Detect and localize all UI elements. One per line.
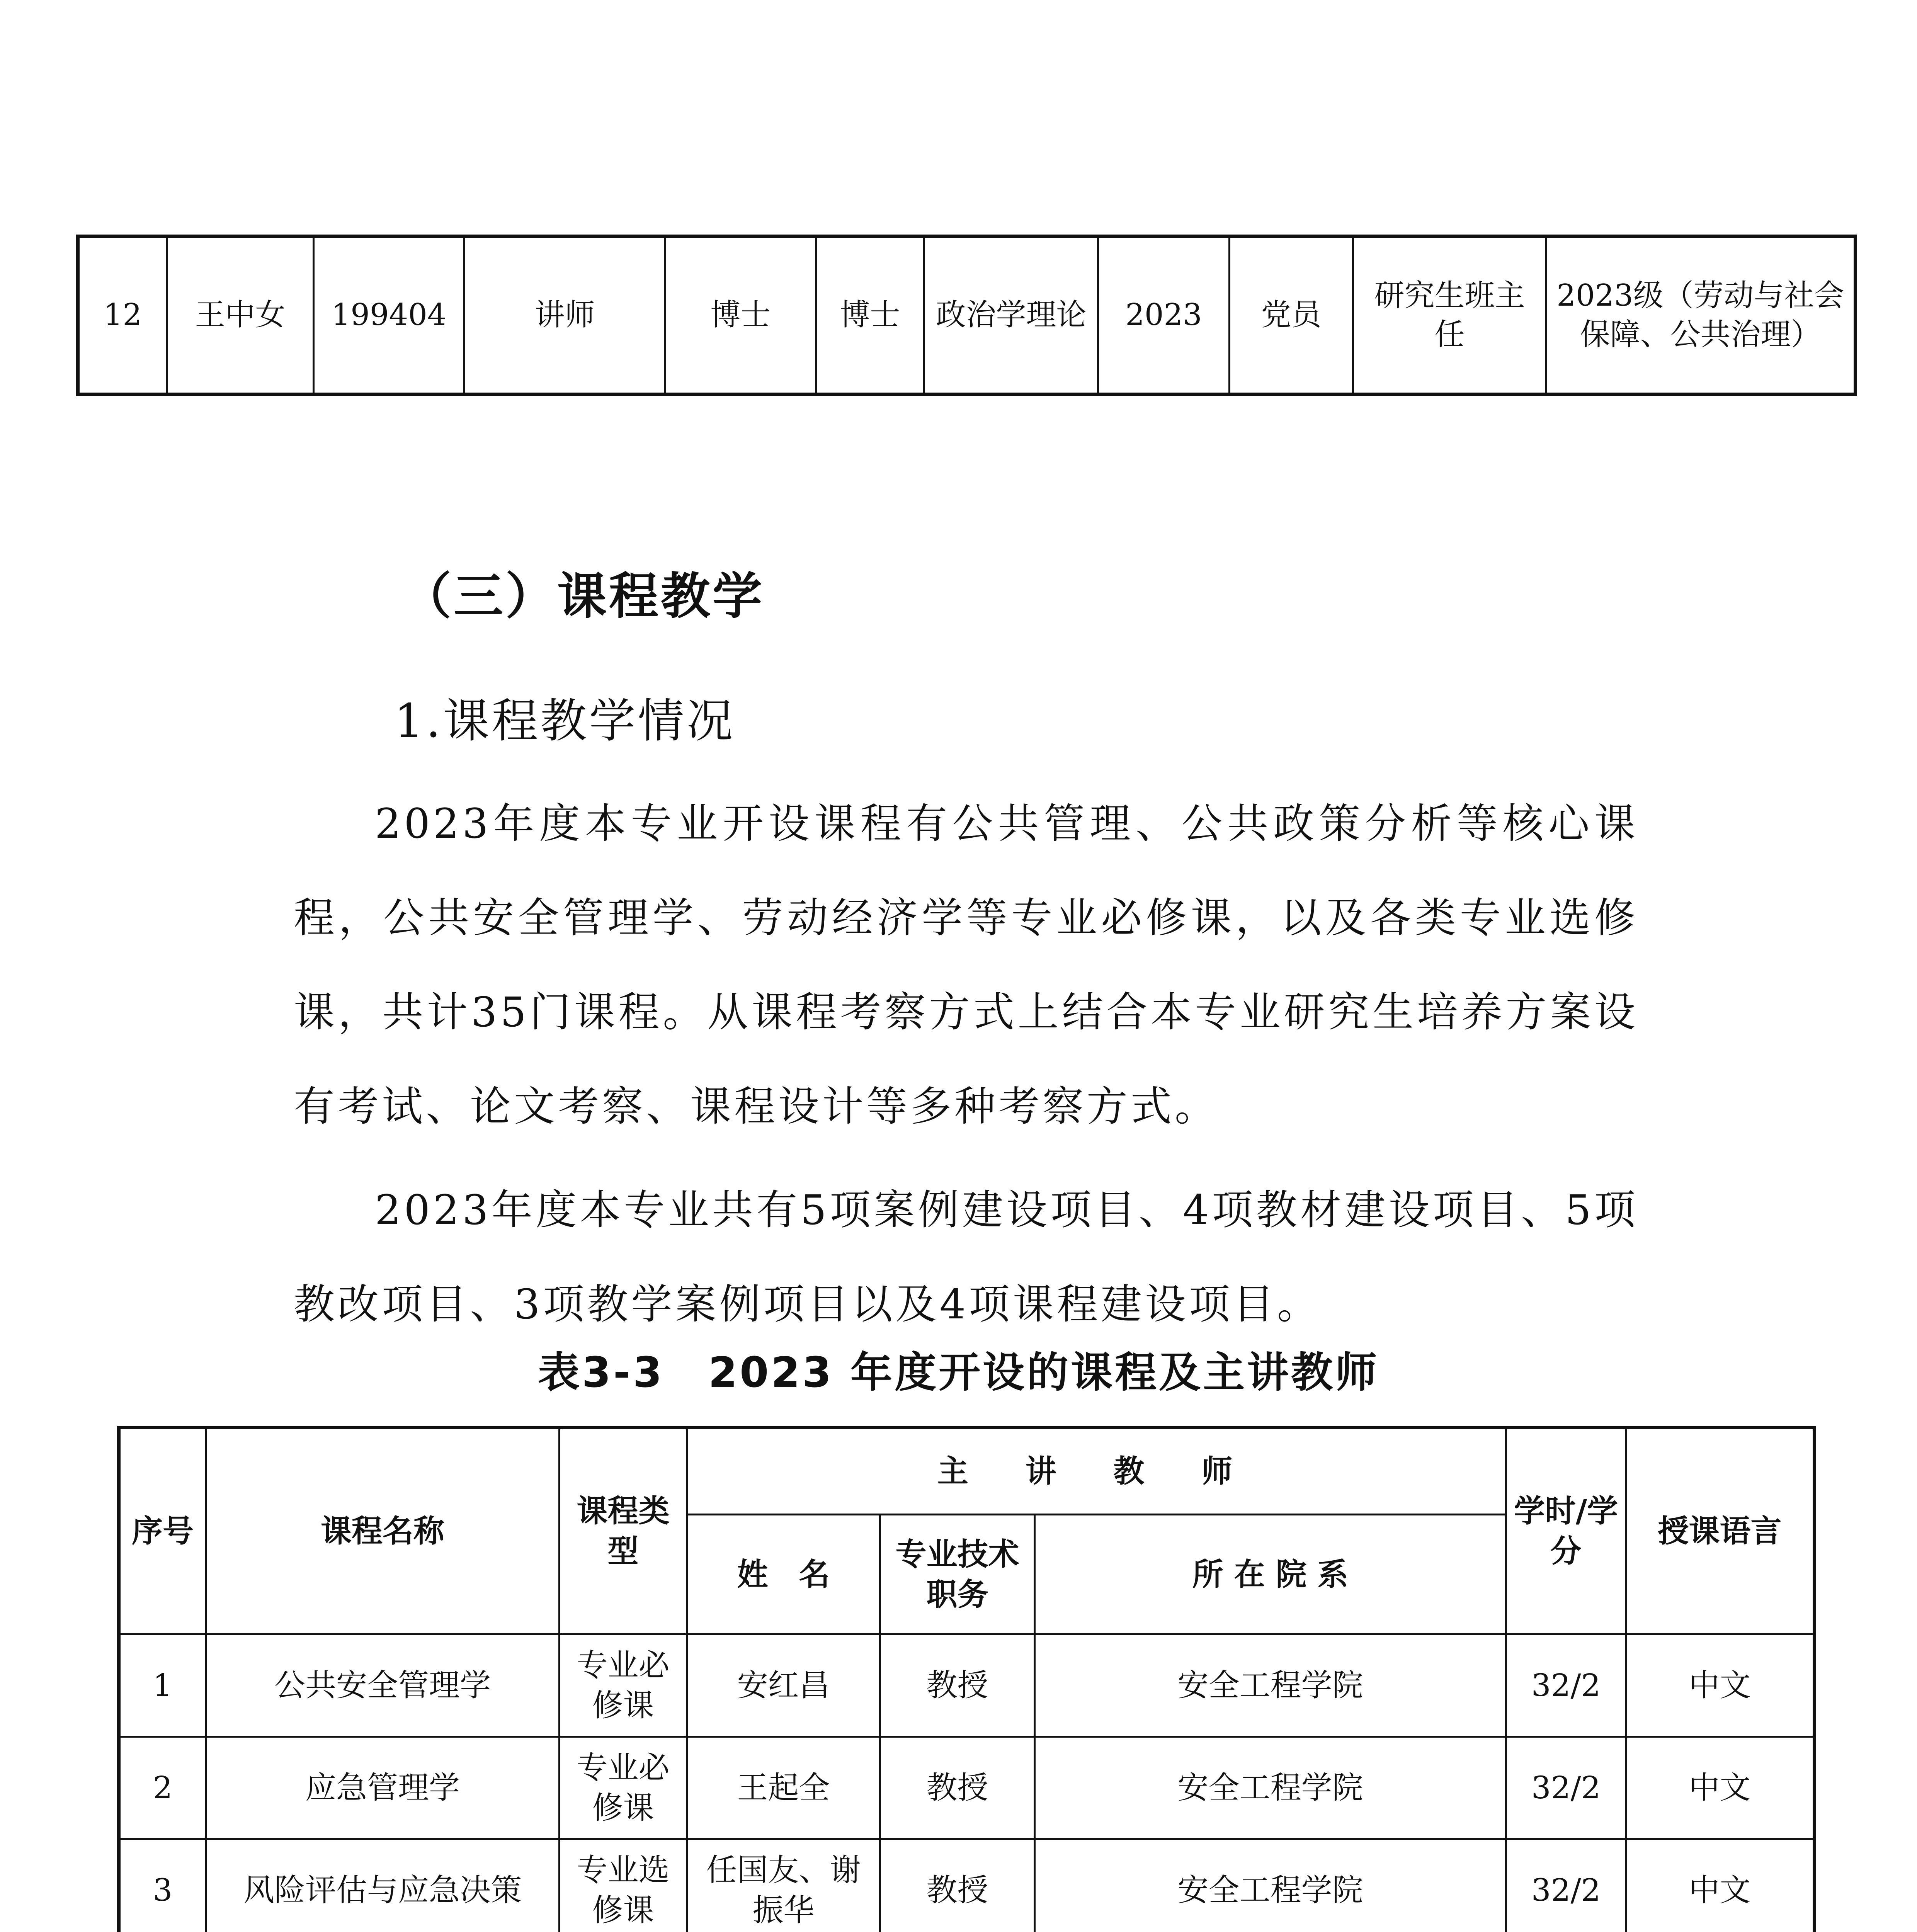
header-lecturer-group: 主 讲 教 师 bbox=[687, 1428, 1506, 1515]
table-cell: 博士 bbox=[816, 236, 924, 395]
cell-hours: 32/2 bbox=[1506, 1839, 1626, 1932]
cell-lang: 中文 bbox=[1626, 1839, 1815, 1932]
cell-course: 风险评估与应急决策 bbox=[206, 1839, 560, 1932]
header-course-name: 课程名称 bbox=[206, 1428, 560, 1634]
cell-dept: 安全工程学院 bbox=[1035, 1634, 1506, 1737]
cell-hours: 32/2 bbox=[1506, 1634, 1626, 1737]
cell-teacher: 任国友、谢振华 bbox=[687, 1839, 880, 1932]
table-cell: 2023级（劳动与社会保障、公共治理） bbox=[1546, 236, 1856, 395]
table-cell: 博士 bbox=[665, 236, 816, 395]
table-cell: 12 bbox=[78, 236, 167, 395]
table-cell: 2023 bbox=[1098, 236, 1230, 395]
table-cell: 讲师 bbox=[464, 236, 665, 395]
paragraph-text: 2023年度本专业共有5项案例建设项目、4项教材建设项目、5项教改项目、3项教学案例项目以及4项课程建设项目。 bbox=[294, 1186, 1638, 1328]
cell-teacher: 安红昌 bbox=[687, 1634, 880, 1737]
table-row bbox=[119, 1839, 1815, 1932]
cell-teacher: 王起全 bbox=[687, 1737, 880, 1839]
section-heading: （三）课程教学 bbox=[402, 568, 765, 625]
header-hours-credits: 学时/学分 bbox=[1506, 1428, 1626, 1634]
cell-hours: 32/2 bbox=[1506, 1737, 1626, 1839]
header-title: 专业技术职务 bbox=[880, 1515, 1035, 1634]
table-cell: 研究生班主任 bbox=[1353, 236, 1546, 395]
table-row bbox=[119, 1634, 1815, 1737]
cell-seq: 3 bbox=[119, 1839, 206, 1932]
subsection-heading: 1.课程教学情况 bbox=[394, 694, 735, 748]
faculty-table-continued bbox=[76, 235, 1857, 396]
cell-title: 教授 bbox=[880, 1634, 1035, 1737]
table-row bbox=[78, 236, 1856, 395]
cell-course: 应急管理学 bbox=[206, 1737, 560, 1839]
table-cell: 王中女 bbox=[167, 236, 314, 395]
header-name: 姓 名 bbox=[687, 1515, 880, 1634]
table-row bbox=[119, 1737, 1815, 1839]
cell-title: 教授 bbox=[880, 1737, 1035, 1839]
cell-dept: 安全工程学院 bbox=[1035, 1737, 1506, 1839]
cell-lang: 中文 bbox=[1626, 1634, 1815, 1737]
table-cell: 政治学理论 bbox=[924, 236, 1098, 395]
cell-type: 专业必修课 bbox=[560, 1737, 687, 1839]
table-cell: 199404 bbox=[314, 236, 464, 395]
header-course-type: 课程类型 bbox=[560, 1428, 687, 1634]
cell-title: 教授 bbox=[880, 1839, 1035, 1932]
paragraph-text: 2023年度本专业开设课程有公共管理、公共政策分析等核心课程，公共安全管理学、劳动经济学等专业必修课，以及各类专业选修课，共计35门课程。从课程考察方式上结合本专业研究生培养方案设有考试、论文考察、课程设计等多种考察方式。 bbox=[294, 800, 1638, 1130]
table-header-row bbox=[119, 1428, 1815, 1515]
header-seq: 序号 bbox=[119, 1428, 206, 1634]
header-department: 所 在 院 系 bbox=[1035, 1515, 1506, 1634]
cell-seq: 1 bbox=[119, 1634, 206, 1737]
table-caption: 表3-3 2023 年度开设的课程及主讲教师 bbox=[538, 1349, 1379, 1397]
cell-course: 公共安全管理学 bbox=[206, 1634, 560, 1737]
paragraph bbox=[294, 1163, 1638, 1352]
cell-type: 专业必修课 bbox=[560, 1634, 687, 1737]
cell-type: 专业选修课 bbox=[560, 1839, 687, 1932]
paragraph bbox=[294, 777, 1638, 1154]
header-language: 授课语言 bbox=[1626, 1428, 1815, 1634]
table-cell: 党员 bbox=[1230, 236, 1353, 395]
course-table bbox=[117, 1426, 1816, 1932]
cell-seq: 2 bbox=[119, 1737, 206, 1839]
cell-lang: 中文 bbox=[1626, 1737, 1815, 1839]
cell-dept: 安全工程学院 bbox=[1035, 1839, 1506, 1932]
